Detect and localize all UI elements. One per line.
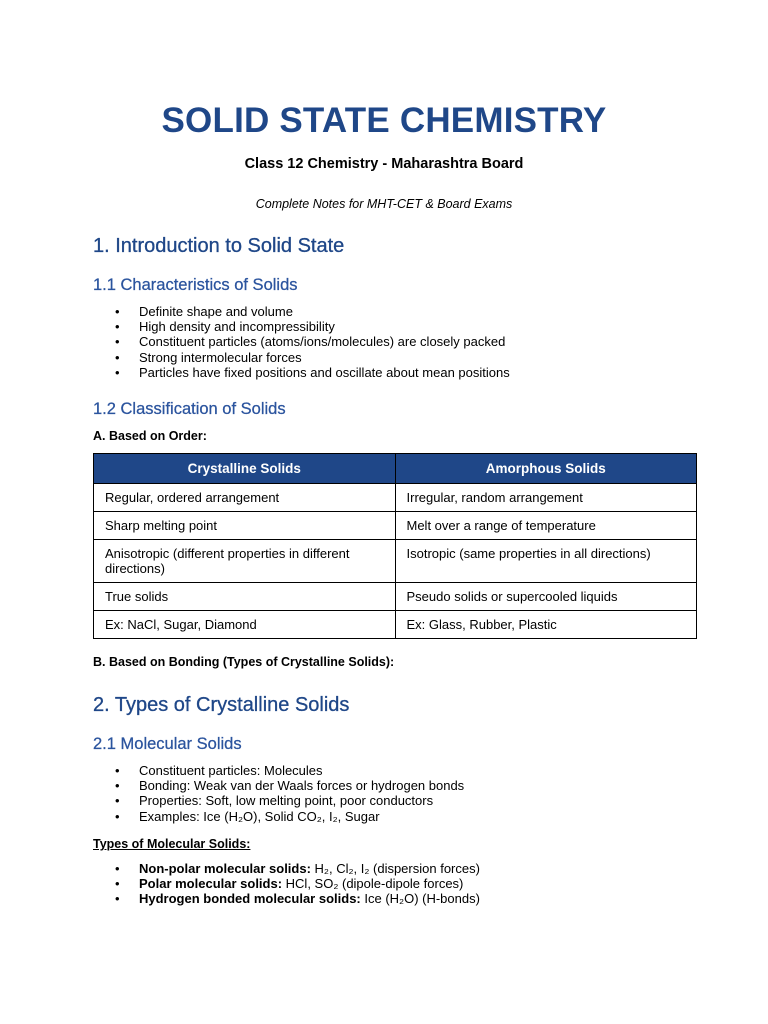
type-description: HCl, SO₂ (dipole-dipole forces): [282, 876, 464, 892]
list-item: • Examples: Ice (H₂O), Solid CO₂, I₂, Sugar: [93, 809, 464, 824]
document-subtitle: Class 12 Chemistry - Maharashtra Board: [244, 156, 524, 172]
table-header-crystalline: Crystalline Solids: [94, 454, 396, 484]
table-row: [94, 540, 697, 583]
table-cell: Regular, ordered arrangement: [94, 484, 396, 512]
section-1-2-heading: 1.2 Classification of Solids: [93, 400, 286, 418]
table-row: [94, 512, 697, 540]
table-cell: True solids: [94, 583, 396, 611]
list-item: • Constituent particles: Molecules: [93, 763, 464, 778]
section-1-heading: 1. Introduction to Solid State: [93, 235, 345, 257]
type-term: Hydrogen bonded molecular solids:: [139, 891, 361, 907]
table-cell: Ex: NaCl, Sugar, Diamond: [94, 611, 396, 639]
based-on-order-label: A. Based on Order:: [93, 429, 207, 443]
section-2-heading: 2. Types of Crystalline Solids: [93, 694, 350, 716]
list-item: • Strong intermolecular forces: [93, 350, 510, 365]
type-term: Polar molecular solids:: [139, 876, 283, 892]
document-title: SOLID STATE CHEMISTRY: [161, 101, 607, 140]
characteristics-list: [93, 304, 510, 380]
list-item: [93, 861, 480, 876]
comparison-table: [93, 453, 697, 639]
type-description: H₂, Cl₂, I₂ (dispersion forces): [310, 861, 480, 876]
molecular-solids-list: [93, 763, 464, 824]
table-cell: Melt over a range of temperature: [395, 512, 697, 540]
table-cell: Ex: Glass, Rubber, Plastic: [395, 611, 697, 639]
based-on-bonding-label: B. Based on Bonding (Types of Crystalline Solids):: [93, 655, 395, 669]
section-1-1-heading: 1.1 Characteristics of Solids: [93, 276, 298, 294]
list-item: • High density and incompressibility: [93, 319, 510, 334]
list-item: • Definite shape and volume: [93, 304, 510, 319]
table-header-amorphous: Amorphous Solids: [395, 454, 697, 484]
table-row: [94, 583, 697, 611]
table-header-row: [94, 454, 697, 484]
list-item: • Particles have fixed positions and oscillate about mean positions: [93, 365, 510, 380]
list-item: • Properties: Soft, low melting point, poor conductors: [93, 793, 464, 808]
types-of-molecular-solids-label: Types of Molecular Solids:: [93, 837, 251, 851]
list-item: [93, 891, 480, 906]
table-row: [94, 611, 697, 639]
table-row: [94, 484, 697, 512]
table-cell: Irregular, random arrangement: [395, 484, 697, 512]
type-term: Non-polar molecular solids:: [139, 861, 311, 876]
table-cell: Pseudo solids or supercooled liquids: [395, 583, 697, 611]
section-2-1-heading: 2.1 Molecular Solids: [93, 735, 242, 753]
molecular-solid-types-list: [93, 861, 480, 907]
table-cell: Anisotropic (different properties in different directions): [94, 540, 396, 583]
table-cell: Sharp melting point: [94, 512, 396, 540]
list-item: [93, 876, 480, 891]
list-item: • Constituent particles (atoms/ions/molecules) are closely packed: [93, 334, 510, 349]
table-cell: Isotropic (same properties in all directions): [395, 540, 697, 583]
list-item: • Bonding: Weak van der Waals forces or hydrogen bonds: [93, 778, 464, 793]
document-tagline: Complete Notes for MHT-CET & Board Exams: [255, 197, 513, 211]
type-description: Ice (H₂O) (H-bonds): [360, 891, 480, 907]
